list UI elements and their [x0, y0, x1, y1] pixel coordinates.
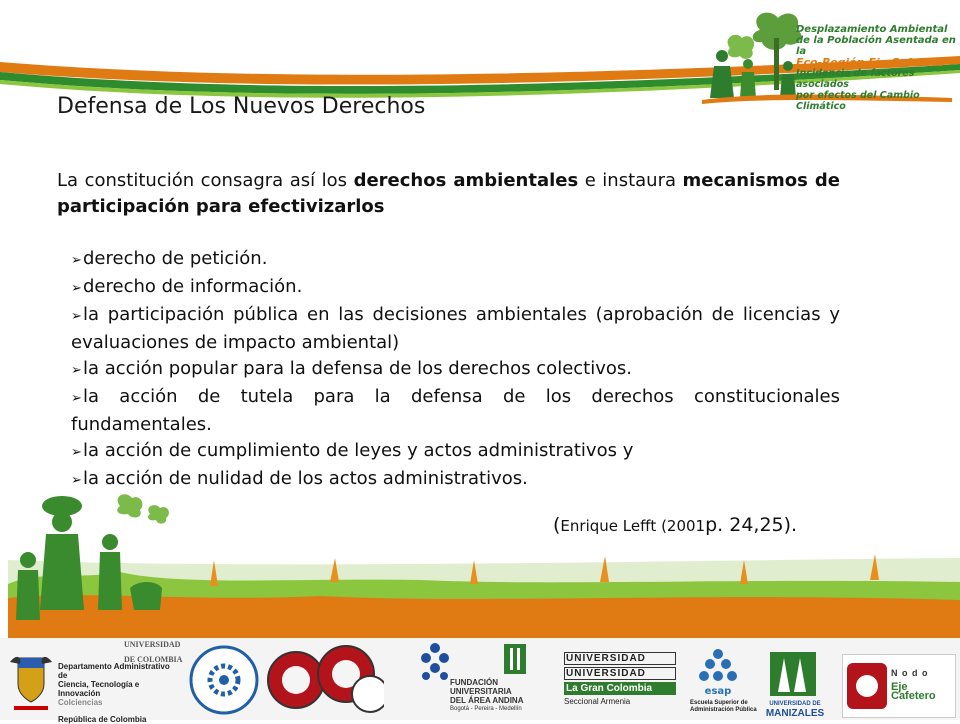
nodo-eje-cafetero-logo: [842, 654, 956, 718]
universidad-de-colombia-logo: [124, 640, 184, 664]
list-item: [57, 384, 840, 438]
arrow-bullet-icon: ➢: [71, 309, 82, 324]
universidad-de-manizales-logo: [760, 700, 830, 718]
fundacion-andina-logo: [450, 678, 550, 714]
arrow-bullet-icon: ➢: [71, 391, 82, 406]
brand-line-4: Incidencia de factores asociados: [796, 68, 915, 90]
list-item: [57, 438, 840, 466]
slide-title: Defensa de Los Nuevos Derechos: [57, 94, 426, 119]
colciencias-logo: [58, 662, 178, 724]
citation: [553, 514, 797, 536]
list-item: [57, 246, 840, 274]
brand-title: [796, 24, 960, 112]
intro-text-2: e instaura: [578, 170, 683, 191]
universidad-libre-seals: [266, 640, 384, 718]
udc-line-2: DE COLOMBIA: [124, 655, 183, 664]
andina-line-1: FUNDACIÓN UNIVERSITARIA: [450, 678, 512, 696]
list-item-text: la acción de cumplimiento de leyes y actos administrativos y: [83, 440, 634, 461]
citation-pages: p. 24,25).: [705, 514, 798, 536]
nodo-line-1: N o d o: [891, 668, 929, 678]
ugc-line-3: La Gran Colombia: [564, 682, 676, 695]
esap-line-1: Escuela Superior de: [690, 700, 748, 706]
list-item: [57, 356, 840, 384]
ugc-line-4: Seccional Armenia: [564, 697, 631, 706]
citation-author: Enrique Lefft (2001: [560, 517, 706, 535]
colombia-coat-of-arms-icon: [8, 644, 54, 714]
intro-text-1: La constitución consagra así los: [57, 170, 354, 191]
andina-line-3: Bogotá - Pereira - Medellín: [450, 706, 522, 712]
intro-paragraph: [57, 168, 840, 220]
list-item: [57, 302, 840, 356]
svg-text:esap: esap: [704, 686, 732, 696]
rights-list: [57, 246, 840, 494]
nodo-emblem-icon: [847, 663, 887, 709]
universidad-de-manizales-emblem-icon: [770, 652, 816, 696]
colciencias-line-2: Ciencia, Tecnología e Innovación: [58, 680, 140, 698]
brand-line-1: Desplazamiento Ambiental: [796, 24, 948, 35]
arrow-bullet-icon: ➢: [71, 253, 82, 268]
list-item-text: derecho de petición.: [83, 248, 268, 269]
intro-bold-2: mecanismos de participación para efectivizarlos: [57, 170, 840, 217]
andina-emblem-icon: [502, 642, 528, 676]
arrow-bullet-icon: ➢: [71, 363, 82, 378]
manizales-line-2: MANIZALES: [765, 708, 825, 719]
dots-logo-icon: [418, 642, 452, 682]
arrow-bullet-icon: ➢: [71, 445, 82, 460]
list-item-text: la participación pública en las decisiones ambientales (aprobación de licencias y evaluaciones de impacto ambiental): [71, 304, 840, 353]
sponsor-logo-strip: [0, 638, 960, 724]
nodo-line-2: Eje Cafetero: [891, 681, 936, 702]
andina-line-2: DEL ÁREA ANDINA: [450, 696, 524, 705]
colciencias-line-1: Departamento Administrativo de: [58, 662, 170, 680]
ugc-line-1: UNIVERSIDAD: [564, 652, 676, 665]
ugc-line-2: UNIVERSIDAD: [564, 667, 676, 680]
citation-open: (: [553, 514, 561, 536]
arrow-bullet-icon: ➢: [71, 473, 82, 488]
brand-line-2: de la Población Asentada en la: [796, 35, 956, 57]
universidad-la-gran-colombia-logo: [564, 652, 676, 706]
esap-logo-text: [690, 700, 762, 714]
list-item-text: derecho de información.: [83, 276, 303, 297]
list-item-text: la acción popular para la defensa de los derechos colectivos.: [83, 358, 632, 379]
list-item: [57, 466, 840, 494]
brand-line-3: Eco-Región Eje Cafetero: [796, 56, 945, 69]
colombia-republic: República de Colombia: [58, 715, 147, 724]
list-item-text: la acción de tutela para la defensa de los derechos constitucionales fundamentales.: [71, 386, 840, 435]
intro-bold-1: derechos ambientales: [353, 170, 579, 191]
list-item-text: la acción de nulidad de los actos administrativos.: [83, 468, 528, 489]
list-item: [57, 274, 840, 302]
universidad-de-caldas-logo: [188, 644, 260, 716]
manizales-line-1: UNIVERSIDAD DE: [769, 701, 821, 707]
brand-line-5: por efectos del Cambio Climático: [796, 90, 920, 112]
udc-line-1: UNIVERSIDAD: [124, 640, 181, 649]
esap-logo-icon: [696, 648, 740, 696]
colciencias-line-3: Colciencias: [58, 698, 103, 707]
slide-body: [57, 168, 840, 494]
esap-line-2: Administración Pública: [690, 707, 757, 713]
arrow-bullet-icon: ➢: [71, 281, 82, 296]
